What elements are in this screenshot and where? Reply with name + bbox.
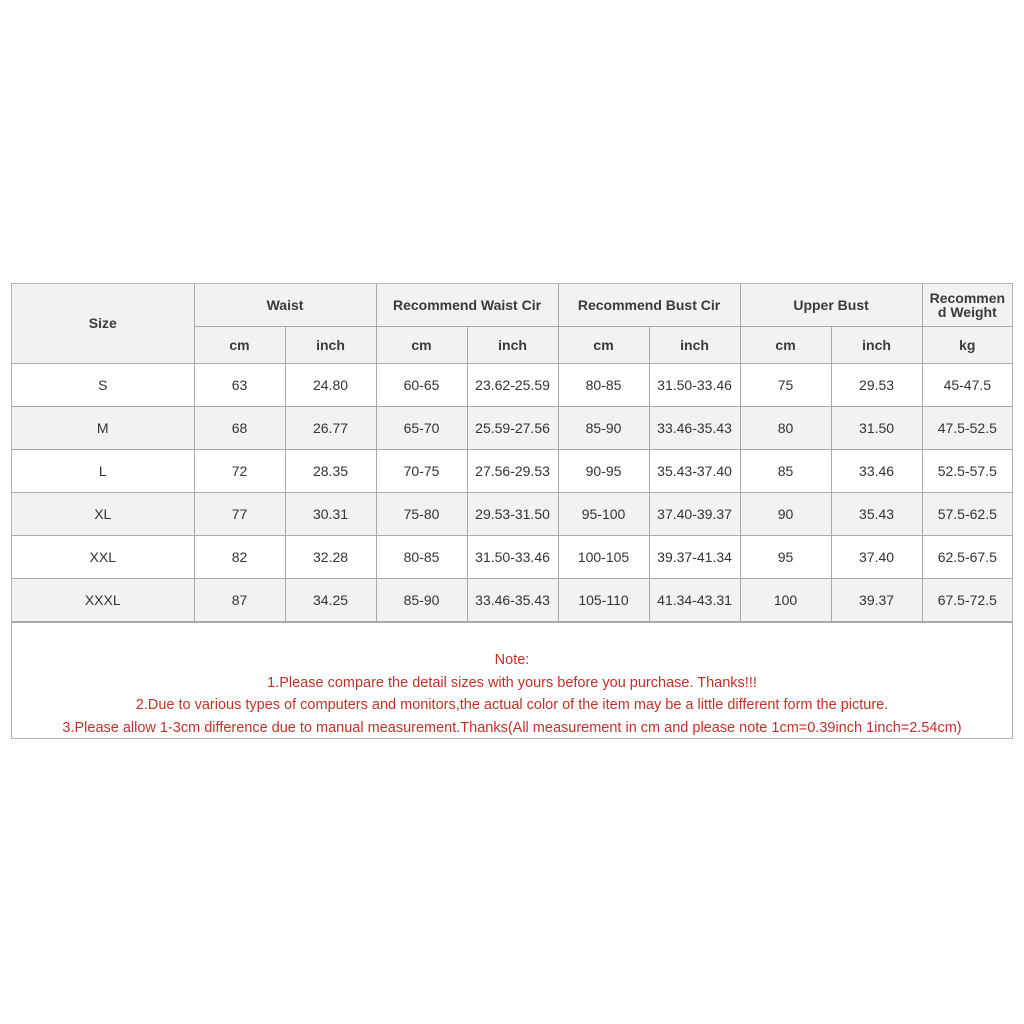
- note-line-3: 3.Please allow 1-3cm difference due to manual measurement.Thanks(All measurement in cm and please note 1cm=0.39inch 1inch=2.54cm): [62, 719, 962, 736]
- table-cell: 32.28: [285, 536, 376, 579]
- table-cell: 28.35: [285, 450, 376, 493]
- size-table: [12, 284, 1012, 622]
- table-cell: 23.62-25.59: [467, 364, 558, 407]
- unit-header: cm: [740, 327, 831, 364]
- table-cell: 52.5-57.5: [922, 450, 1012, 493]
- table-cell: 105-110: [558, 579, 649, 622]
- table-body: [12, 364, 1012, 622]
- table-cell: 65-70: [376, 407, 467, 450]
- table-cell: 63: [194, 364, 285, 407]
- notes-section: [12, 622, 1012, 738]
- recommend-weight-label: Recommend Weight: [929, 290, 1006, 320]
- table-cell: 80-85: [558, 364, 649, 407]
- table-cell: 37.40-39.37: [649, 493, 740, 536]
- table-cell: 26.77: [285, 407, 376, 450]
- table-cell: 33.46-35.43: [467, 579, 558, 622]
- table-row: [12, 579, 1012, 622]
- table-row: [12, 536, 1012, 579]
- table-cell: 30.31: [285, 493, 376, 536]
- table-cell: 85: [740, 450, 831, 493]
- table-row: [12, 450, 1012, 493]
- recommend-bust-cir-header: Recommend Bust Cir: [558, 284, 740, 327]
- table-row: [12, 493, 1012, 536]
- table-cell: 75-80: [376, 493, 467, 536]
- unit-header: cm: [558, 327, 649, 364]
- size-cell: XL: [12, 493, 194, 536]
- note-line-1: 1.Please compare the detail sizes with yours before you purchase. Thanks!!!: [267, 674, 757, 691]
- table-cell: 80-85: [376, 536, 467, 579]
- table-cell: 29.53: [831, 364, 922, 407]
- table-cell: 31.50-33.46: [649, 364, 740, 407]
- table-cell: 100: [740, 579, 831, 622]
- size-cell: S: [12, 364, 194, 407]
- table-cell: 95-100: [558, 493, 649, 536]
- unit-header: cm: [194, 327, 285, 364]
- table-cell: 31.50-33.46: [467, 536, 558, 579]
- notes-title: Note:: [494, 652, 530, 668]
- table-cell: 35.43: [831, 493, 922, 536]
- table-cell: 29.53-31.50: [467, 493, 558, 536]
- table-cell: 35.43-37.40: [649, 450, 740, 493]
- size-cell: XXXL: [12, 579, 194, 622]
- upper-bust-header: Upper Bust: [740, 284, 922, 327]
- recommend-weight-header: [922, 284, 1012, 327]
- size-cell: L: [12, 450, 194, 493]
- size-cell: XXL: [12, 536, 194, 579]
- unit-header: inch: [831, 327, 922, 364]
- table-row: [12, 364, 1012, 407]
- table-cell: 70-75: [376, 450, 467, 493]
- table-cell: 33.46-35.43: [649, 407, 740, 450]
- unit-header: inch: [649, 327, 740, 364]
- table-cell: 80: [740, 407, 831, 450]
- table-cell: 100-105: [558, 536, 649, 579]
- table-cell: 47.5-52.5: [922, 407, 1012, 450]
- table-cell: 75: [740, 364, 831, 407]
- table-cell: 45-47.5: [922, 364, 1012, 407]
- table-cell: 85-90: [558, 407, 649, 450]
- table-row: [12, 407, 1012, 450]
- table-cell: 60-65: [376, 364, 467, 407]
- table-cell: 87: [194, 579, 285, 622]
- table-cell: 90: [740, 493, 831, 536]
- size-chart: [11, 283, 1013, 739]
- table-cell: 24.80: [285, 364, 376, 407]
- unit-header: inch: [467, 327, 558, 364]
- table-cell: 57.5-62.5: [922, 493, 1012, 536]
- recommend-waist-cir-header: Recommend Waist Cir: [376, 284, 558, 327]
- table-cell: 82: [194, 536, 285, 579]
- size-cell: M: [12, 407, 194, 450]
- waist-header: Waist: [194, 284, 376, 327]
- table-cell: 77: [194, 493, 285, 536]
- size-column-header: Size: [12, 284, 194, 364]
- table-cell: 25.59-27.56: [467, 407, 558, 450]
- table-cell: 39.37-41.34: [649, 536, 740, 579]
- header-row-groups: [12, 284, 1012, 327]
- unit-header: kg: [922, 327, 1012, 364]
- table-cell: 41.34-43.31: [649, 579, 740, 622]
- table-cell: 34.25: [285, 579, 376, 622]
- table-cell: 95: [740, 536, 831, 579]
- table-cell: 37.40: [831, 536, 922, 579]
- table-cell: 72: [194, 450, 285, 493]
- note-line-2: 2.Due to various types of computers and monitors,the actual color of the item may be a little different form the picture.: [135, 697, 889, 713]
- table-cell: 90-95: [558, 450, 649, 493]
- table-cell: 67.5-72.5: [922, 579, 1012, 622]
- unit-header: inch: [285, 327, 376, 364]
- table-cell: 68: [194, 407, 285, 450]
- table-cell: 39.37: [831, 579, 922, 622]
- table-cell: 27.56-29.53: [467, 450, 558, 493]
- table-cell: 85-90: [376, 579, 467, 622]
- unit-header: cm: [376, 327, 467, 364]
- table-cell: 33.46: [831, 450, 922, 493]
- table-cell: 31.50: [831, 407, 922, 450]
- table-cell: 62.5-67.5: [922, 536, 1012, 579]
